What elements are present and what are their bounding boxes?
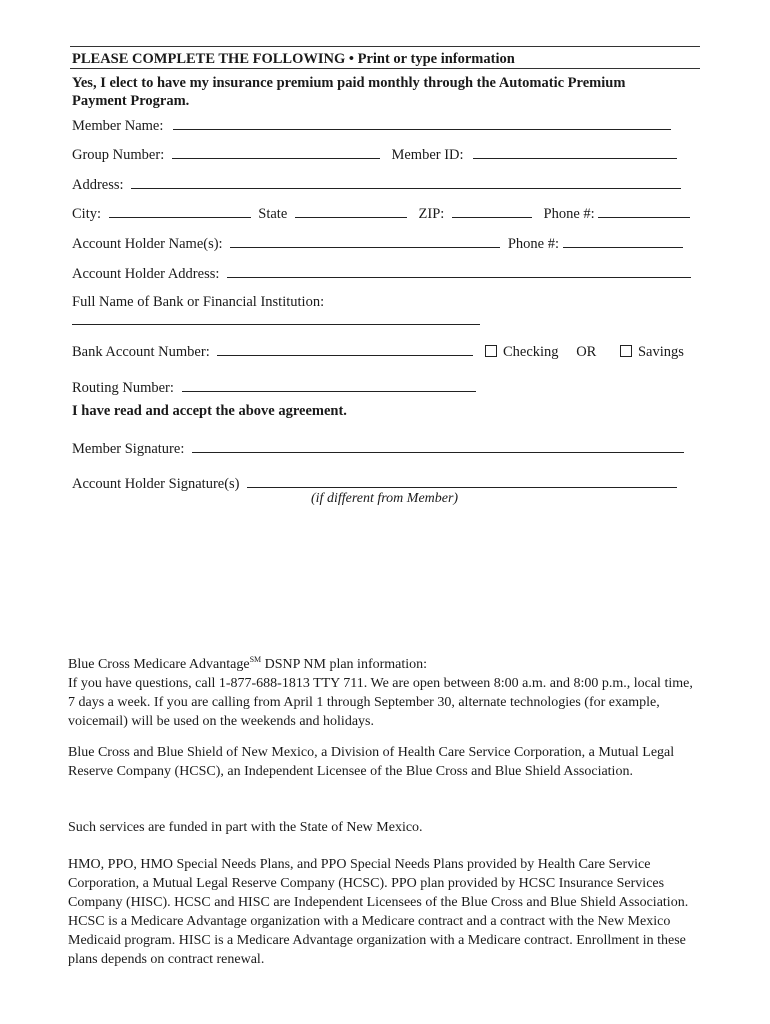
questions-paragraph: If you have questions, call 1-877-688-1813 TTY 711. We are open between 8:00 a.m. and 8:00 p.m., local time, 7 days a week. If you are calling from April 1 through September 30, alternate technologies (for example, voicemail) will be used on the weekends and holidays. — [68, 676, 693, 729]
member-signature-row — [72, 438, 684, 458]
bank-account-label: Bank Account Number: — [72, 344, 210, 360]
member-id-label: Member ID: — [391, 147, 464, 163]
account-holder-signature-label: Account Holder Signature(s) — [72, 476, 240, 492]
zip-label: ZIP: — [418, 206, 445, 222]
routing-label: Routing Number: — [72, 380, 174, 396]
city-label: City: — [72, 206, 102, 222]
routing-field[interactable] — [182, 377, 476, 392]
bank-name-row — [72, 310, 480, 330]
zip-field[interactable] — [452, 203, 532, 218]
routing-row — [72, 377, 476, 397]
account-holder-phone-field[interactable] — [563, 233, 683, 248]
account-holder-phone-label: Phone #: — [507, 236, 559, 252]
savings-checkbox[interactable] — [620, 345, 632, 357]
group-number-label: Group Number: — [72, 147, 165, 163]
member-id-field[interactable] — [473, 144, 677, 159]
checking-checkbox[interactable] — [485, 345, 497, 357]
member-name-row — [72, 115, 671, 135]
bank-account-row — [72, 341, 684, 361]
account-holder-signature-field[interactable] — [247, 473, 677, 488]
address-label: Address: — [72, 177, 124, 193]
address-field[interactable] — [131, 174, 681, 189]
form-heading: PLEASE COMPLETE THE FOLLOWING • Print or type information — [72, 51, 515, 67]
account-holder-names-field[interactable] — [230, 233, 500, 248]
state-label: State — [258, 206, 288, 222]
phone-field[interactable] — [598, 203, 690, 218]
member-name-field[interactable] — [173, 115, 671, 130]
phone-label: Phone #: — [543, 206, 595, 222]
savings-label: Savings — [637, 344, 684, 360]
account-holder-address-row — [72, 263, 691, 283]
service-mark: SM — [249, 655, 262, 664]
or-label: OR — [576, 344, 597, 360]
address-row — [72, 174, 681, 194]
bank-name-label: Full Name of Bank or Financial Institution: — [72, 294, 325, 310]
funding-paragraph: Such services are funded in part with the State of New Mexico. — [68, 820, 423, 835]
member-signature-label: Member Signature: — [72, 441, 185, 457]
checking-label: Checking — [502, 344, 559, 360]
bank-account-field[interactable] — [217, 341, 473, 356]
account-holder-name-row — [72, 233, 683, 253]
member-name-label: Member Name: — [72, 118, 164, 134]
election-statement-line1: Yes, I elect to have my insurance premium paid monthly through the Automatic Premium — [72, 75, 626, 91]
plan-name: Blue Cross Medicare Advantage — [68, 657, 250, 672]
group-member-id-row — [72, 144, 677, 164]
agreement-statement: I have read and accept the above agreement. — [72, 403, 347, 419]
checking-option[interactable] — [485, 344, 562, 360]
city-state-zip-row — [72, 203, 690, 223]
state-field[interactable] — [295, 203, 407, 218]
account-holder-signature-row — [72, 473, 677, 493]
bank-name-field[interactable] — [72, 310, 480, 325]
heading-rule — [70, 68, 700, 69]
plans-paragraph: HMO, PPO, HMO Special Needs Plans, and PPO Special Needs Plans provided by Health Care Service Corporation, a Mutual Legal Reserve Company (HCSC). PPO plan provided by HCSC Insurance Services Company (HISC). HCSC and HISC are Independent Licensees of the Blue Cross and Blue Shield Association. HCSC is a Medicare Advantage organization with a Medicare contract and a contract with the New Mexico Medicaid program. HISC is a Medicare Advantage organization with a Medicare contract. Enrollment in these plans depends on contract renewal. — [68, 857, 689, 967]
plan-info-suffix: DSNP NM plan information: — [261, 657, 428, 672]
city-field[interactable] — [109, 203, 251, 218]
plan-info-heading — [68, 650, 703, 674]
division-paragraph: Blue Cross and Blue Shield of New Mexico, a Division of Health Care Service Corporation, a Mutual Legal Reserve Company (HCSC), an Independent Licensee of the Blue Cross and Blue Shield Association. — [68, 745, 675, 779]
top-rule — [70, 46, 700, 47]
account-holder-address-field[interactable] — [227, 263, 691, 278]
group-number-field[interactable] — [172, 144, 380, 159]
savings-option[interactable] — [620, 344, 684, 360]
account-holder-names-label: Account Holder Name(s): — [72, 236, 223, 252]
election-statement-line2: Payment Program. — [72, 93, 190, 109]
if-different-note: (if different from Member) — [311, 491, 459, 506]
account-holder-address-label: Account Holder Address: — [72, 266, 220, 282]
plan-info-block — [68, 650, 703, 731]
member-signature-field[interactable] — [192, 438, 684, 453]
